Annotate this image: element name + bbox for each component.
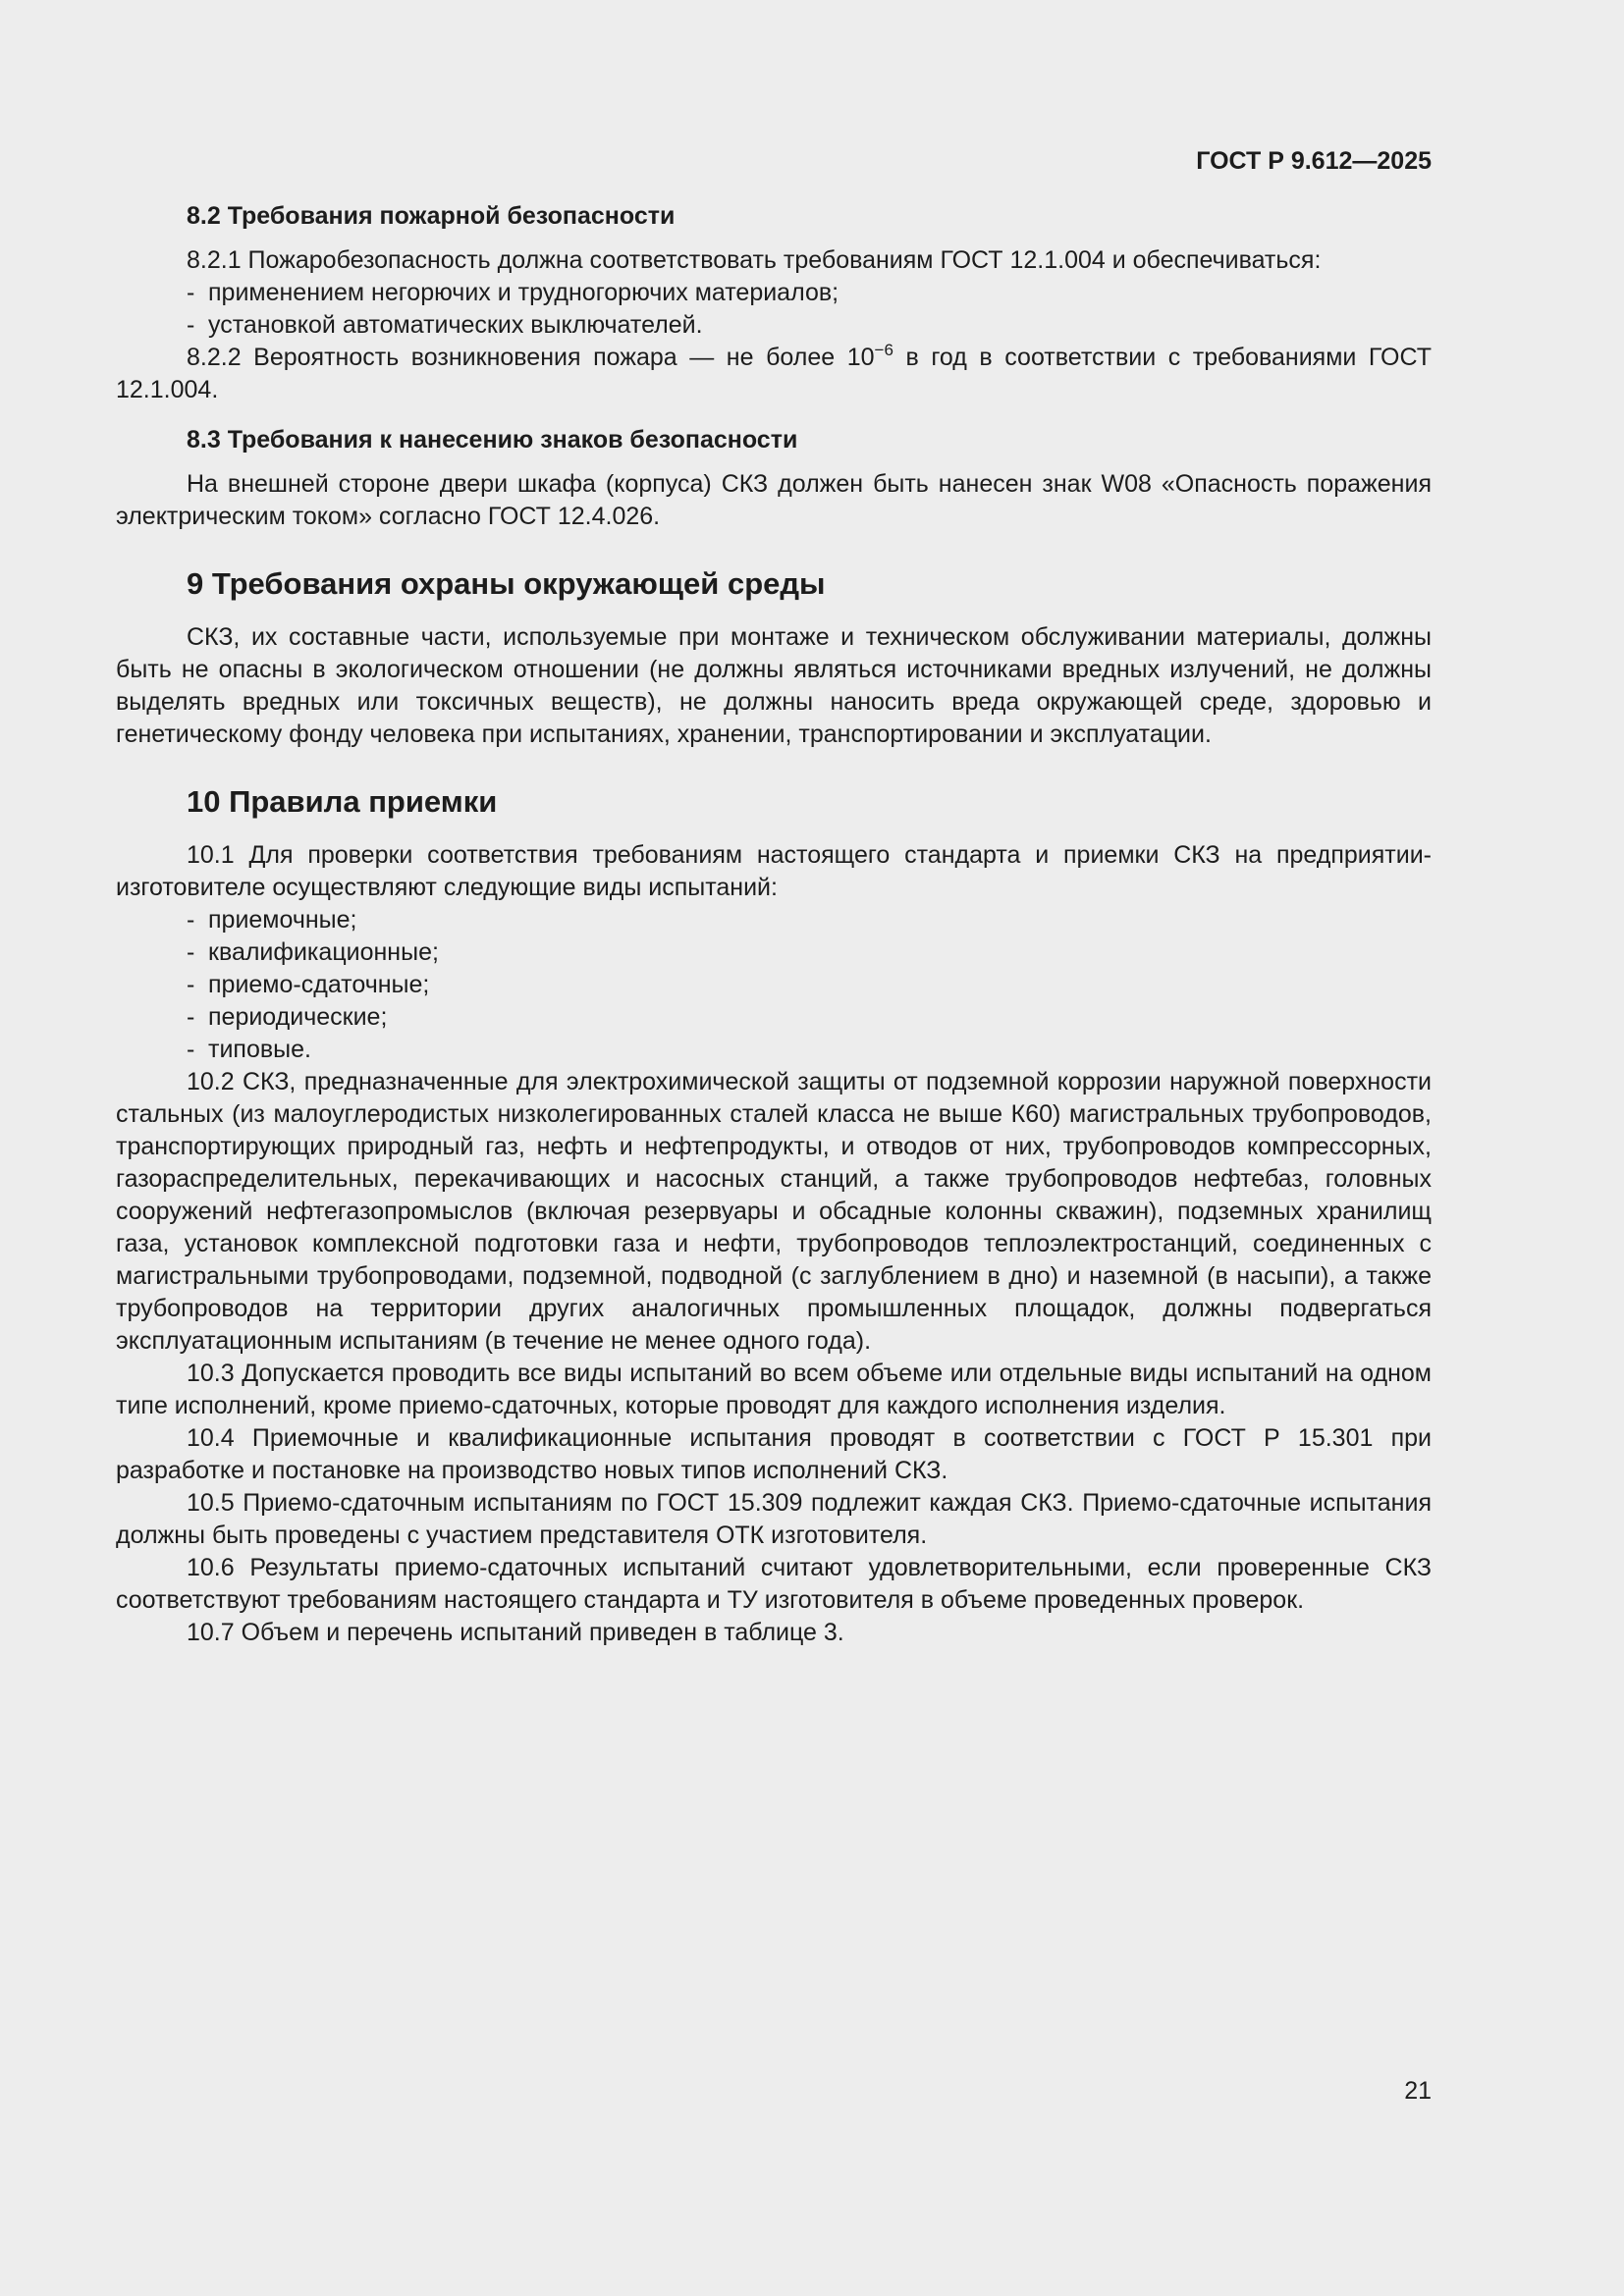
paragraph-9: СКЗ, их составные части, используемые при монтаже и техническом обслуживании материалы, должны быть не опасны в экологическом отношении (не должны являться источниками вредных излучений, не должны выделять вредных или токсичных веществ), не должны наносить вреда окружающей среде, здоровью и генетическому фонду человека при испытаниях, хранении, транспортировании и эксплуатации. bbox=[116, 623, 1432, 748]
list-item bbox=[187, 936, 1432, 969]
document-page bbox=[116, 145, 1432, 1649]
exponent: −6 bbox=[874, 341, 893, 359]
list-dash: - bbox=[187, 1003, 195, 1031]
paragraph-10-4: 10.4 Приемочные и квалификационные испытания проводят в соответствии с ГОСТ Р 15.301 при разработке и постановке на производство новых типов исполнений СКЗ. bbox=[116, 1424, 1432, 1484]
subsection-8-2-title: 8.2 Требования пожарной безопасности bbox=[187, 202, 676, 230]
list-item bbox=[187, 904, 1432, 936]
list-item bbox=[187, 309, 1432, 342]
paragraph-8-2-2-text-a: 8.2.2 Вероятность возникновения пожара — не более 10 bbox=[187, 344, 875, 371]
subsection-8-3-title: 8.3 Требования к нанесению знаков безопасности bbox=[187, 426, 798, 454]
paragraph-10-1: 10.1 Для проверки соответствия требованиям настоящего стандарта и приемки СКЗ на предприятии-изготовителе осуществляют следующие виды испытаний: bbox=[116, 841, 1432, 901]
list-dash: - bbox=[187, 279, 195, 306]
list-item-text: квалификационные; bbox=[208, 938, 439, 966]
paragraph-10-6: 10.6 Результаты приемо-сдаточных испытаний считают удовлетворительными, если проверенные СКЗ соответствуют требованиям настоящего стандарта и ТУ изготовителя в объеме проведенных проверок. bbox=[116, 1554, 1432, 1614]
list-dash: - bbox=[187, 906, 195, 934]
paragraph-10-3: 10.3 Допускается проводить все виды испытаний во всем объеме или отдельные виды испытаний на одном типе исполнений, кроме приемо-сдаточных, которые проводят для каждого исполнения изделия. bbox=[116, 1360, 1432, 1419]
paragraph-8-2-1: 8.2.1 Пожаробезопасность должна соответствовать требованиям ГОСТ 12.1.004 и обеспечиваться: bbox=[187, 246, 1322, 274]
paragraph-10-2: 10.2 СКЗ, предназначенные для электрохимической защиты от подземной коррозии наружной поверхности стальных (из малоуглеродистых низколегированных сталей класса не выше К60) магистральных трубопроводов, транспортирующих природный газ, нефть и нефтепродукты, и отводов от них, трубопроводов компрессорных, газораспределительных, перекачивающих и насосных станций, а также трубопроводов нефтебаз, головных сооружений нефтегазопромыслов (включая резервуары и обсадные колонны скважин), подземных хранилищ газа, установок комплексной подготовки газа и нефти, трубопроводов теплоэлектростанций, соединенных с магистральными трубопроводами, подземной, подводной (с заглублением в дно) и наземной (в насыпи), а также трубопроводов на территории других аналогичных промышленных площадок, должны подвергаться эксплуатационным испытаниям (в течение не менее одного года). bbox=[116, 1068, 1432, 1355]
paragraph-10-5: 10.5 Приемо-сдаточным испытаниям по ГОСТ 15.309 подлежит каждая СКЗ. Приемо-сдаточные испытания должны быть проведены с участием представителя ОТК изготовителя. bbox=[116, 1489, 1432, 1549]
list-item bbox=[187, 1001, 1432, 1034]
list-dash: - bbox=[187, 971, 195, 998]
list-item-text: приемо-сдаточные; bbox=[208, 971, 430, 998]
document-code: ГОСТ Р 9.612—2025 bbox=[1196, 147, 1432, 175]
list-item-text: применением негорючих и трудногорючих материалов; bbox=[208, 279, 839, 306]
paragraph-8-2-2 bbox=[116, 342, 1432, 406]
list-item bbox=[187, 277, 1432, 309]
list-item-text: типовые. bbox=[208, 1036, 311, 1063]
paragraph-10-7: 10.7 Объем и перечень испытаний приведен в таблице 3. bbox=[187, 1619, 844, 1646]
list-dash: - bbox=[187, 938, 195, 966]
paragraph-8-3: На внешней стороне двери шкафа (корпуса) СКЗ должен быть нанесен знак W08 «Опасность поражения электрическим током» согласно ГОСТ 12.4.026. bbox=[116, 470, 1432, 530]
section-10-title: 10 Правила приемки bbox=[187, 784, 498, 819]
paragraph-8-2-2-text-b: в год в соответствии с требованиями ГОСТ 12.1.004. bbox=[116, 344, 1432, 403]
page-number: 21 bbox=[1404, 2077, 1432, 2105]
list-dash: - bbox=[187, 311, 195, 339]
list-item-text: установкой автоматических выключателей. bbox=[208, 311, 703, 339]
list-item bbox=[187, 1034, 1432, 1066]
list-dash: - bbox=[187, 1036, 195, 1063]
list-item bbox=[187, 969, 1432, 1001]
list-item-text: периодические; bbox=[208, 1003, 388, 1031]
list-item-text: приемочные; bbox=[208, 906, 357, 934]
section-9-title: 9 Требования охраны окружающей среды bbox=[187, 566, 826, 601]
